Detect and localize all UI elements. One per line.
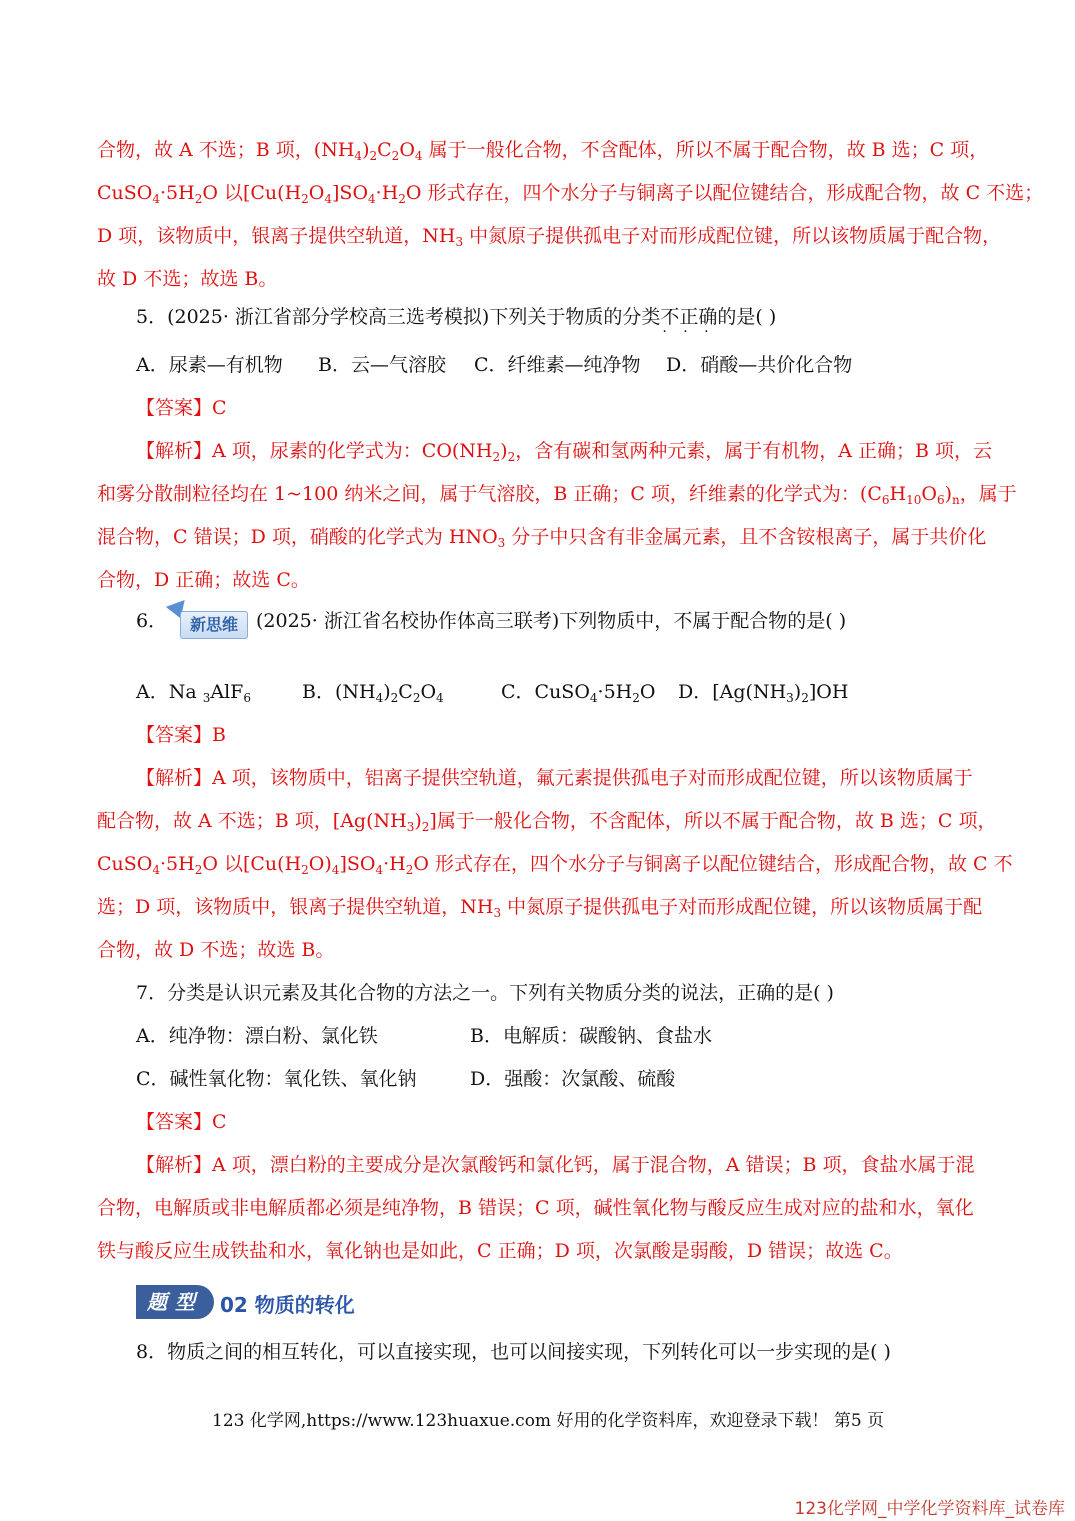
q5-analysis-line-1: 【解析】A 项，尿素的化学式为：$CO(NH_2)_2$，含有碳和氢两种元素，属于有机物，A 正确；B 项，云 <box>136 440 992 464</box>
q7-answer: 【答案】C <box>136 1111 227 1133</box>
q7-option-b: B．电解质：碳酸钠、食盐水 <box>470 1025 712 1047</box>
q7-option-c: C．碱性氧化物：氧化铁、氧化钠 <box>136 1068 417 1090</box>
q4-analysis-line-3: D 项，该物质中，银离子提供空轨道，$NH_3$ 中氮原子提供孤电子对而形成配位键，所以该物质属于配合物， <box>97 225 1002 249</box>
q6-analysis-line-1: 【解析】A 项，该物质中，铝离子提供空轨道，氟元素提供孤电子对而形成配位键，所以该物质属于 <box>136 767 973 789</box>
q6-number: 6． <box>136 610 168 632</box>
badge-label: 新思维 <box>180 611 248 639</box>
section-title: 02 物质的转化 <box>220 1293 355 1317</box>
q6-analysis-line-2: 配合物，故 A 不选；B 项，$[Ag(NH_3)_2]$属于一般化合物，不含配体，所以不属于配合物，故 B 选；C 项， <box>97 810 997 834</box>
page-footer: 123 化学网,https://www.123huaxue.com 好用的化学资料库，欢迎登录下载！ 第5 页 <box>212 1411 885 1431</box>
q5-analysis-line-2: 和雾分散制粒径均在 1~100 纳米之间，属于气溶胶，B 正确；C 项，纤维素的化学式为：$(C_6H_{10}O_6)_n$，属于 <box>97 483 1017 507</box>
q5-option-c: C．纤维素—纯净物 <box>474 354 641 376</box>
q5-option-a: A．尿素—有机物 <box>136 354 283 376</box>
section-header <box>136 1285 356 1319</box>
q6-option-c: C．$CuSO_4\cdot 5H_2O$ <box>501 681 656 705</box>
q5-option-d: D．硝酸—共价化合物 <box>666 354 853 376</box>
q5-analysis-line-4: 合物，D 正确；故选 C。 <box>97 569 310 591</box>
q7-analysis-line-1: 【解析】A 项，漂白粉的主要成分是次氯酸钙和氯化钙，属于混合物，A 错误；B 项，食盐水属于混 <box>136 1154 975 1176</box>
q4-analysis-line-1: 合物，故 A 不选；B 项，$(NH_4)_2C_2O_4$ 属于一般化合物，不含配体，所以不属于配合物，故 B 选；C 项， <box>97 139 989 163</box>
q6-option-d: D．$[Ag(NH_3)_2]OH$ <box>678 681 849 705</box>
q6-option-b: B．$(NH_4)_2C_2O_4$ <box>302 681 444 705</box>
q7-option-d: D．强酸：次氯酸、硫酸 <box>470 1068 676 1090</box>
q6-stem: (2025· 浙江省名校协作体高三联考)下列物质中，不属于配合物的是( ) <box>256 610 847 632</box>
q8-stem: 8．物质之间的相互转化，可以直接实现，也可以间接实现，下列转化可以一步实现的是( ) <box>136 1341 891 1363</box>
q7-stem: 7．分类是认识元素及其化合物的方法之一。下列有关物质分类的说法，正确的是( ) <box>136 982 834 1004</box>
q5-answer: 【答案】C <box>136 397 227 419</box>
q5-option-b: B．云—气溶胶 <box>318 354 446 376</box>
q6-analysis-line-4: 选；D 项，该物质中，银离子提供空轨道，$NH_3$ 中氮原子提供孤电子对而形成配位键，所以该物质属于配 <box>97 896 983 920</box>
q7-analysis-line-3: 铁与酸反应生成铁盐和水，氧化钠也是如此，C 正确；D 项，次氯酸是弱酸，D 错误；故选 C。 <box>97 1240 903 1262</box>
q4-analysis-line-4: 故 D 不选；故选 B。 <box>97 268 278 290</box>
q6-answer: 【答案】B <box>136 724 226 746</box>
q6-analysis-line-5: 合物，故 D 不选；故选 B。 <box>97 939 335 961</box>
q6-analysis-line-3: $CuSO_4\cdot 5H_2O$ 以$[Cu(H_2O)_4]SO_4\cdot H_2O$ 形式存在，四个水分子与铜离子以配位键结合，形成配合物，故 C 不 <box>97 853 1013 877</box>
section-tag: 题型 <box>136 1285 214 1319</box>
watermark: 123化学网_中学化学资料库_试卷库 <box>794 1499 1065 1519</box>
q7-option-a: A．纯净物：漂白粉、氯化铁 <box>136 1025 378 1047</box>
new-thinking-badge <box>168 603 248 639</box>
q5-analysis-line-3: 混合物，C 错误；D 项，硝酸的化学式为 $HNO_3$ 分子中只含有非金属元素，且不含铵根离子，属于共价化 <box>97 526 987 550</box>
q7-analysis-line-2: 合物，电解质或非电解质都必须是纯净物，B 错误；C 项，碱性氧化物与酸反应生成对应的盐和水，氧化 <box>97 1197 974 1219</box>
q4-analysis-line-2: $CuSO_4\cdot 5H_2O$ 以[$Cu(H_2O_4]SO_4\cdot H_2O$ 形式存在，四个水分子与铜离子以配位键结合，形成配合物，故 C 不选； <box>97 182 1044 206</box>
q5-stem: 5．(2025· 浙江省部分学校高三选考模拟)下列关于物质的分类不正确 · · ·的是( ) <box>136 305 776 329</box>
q6-option-a: A．Na $_3$AlF$_6$ <box>136 681 251 705</box>
